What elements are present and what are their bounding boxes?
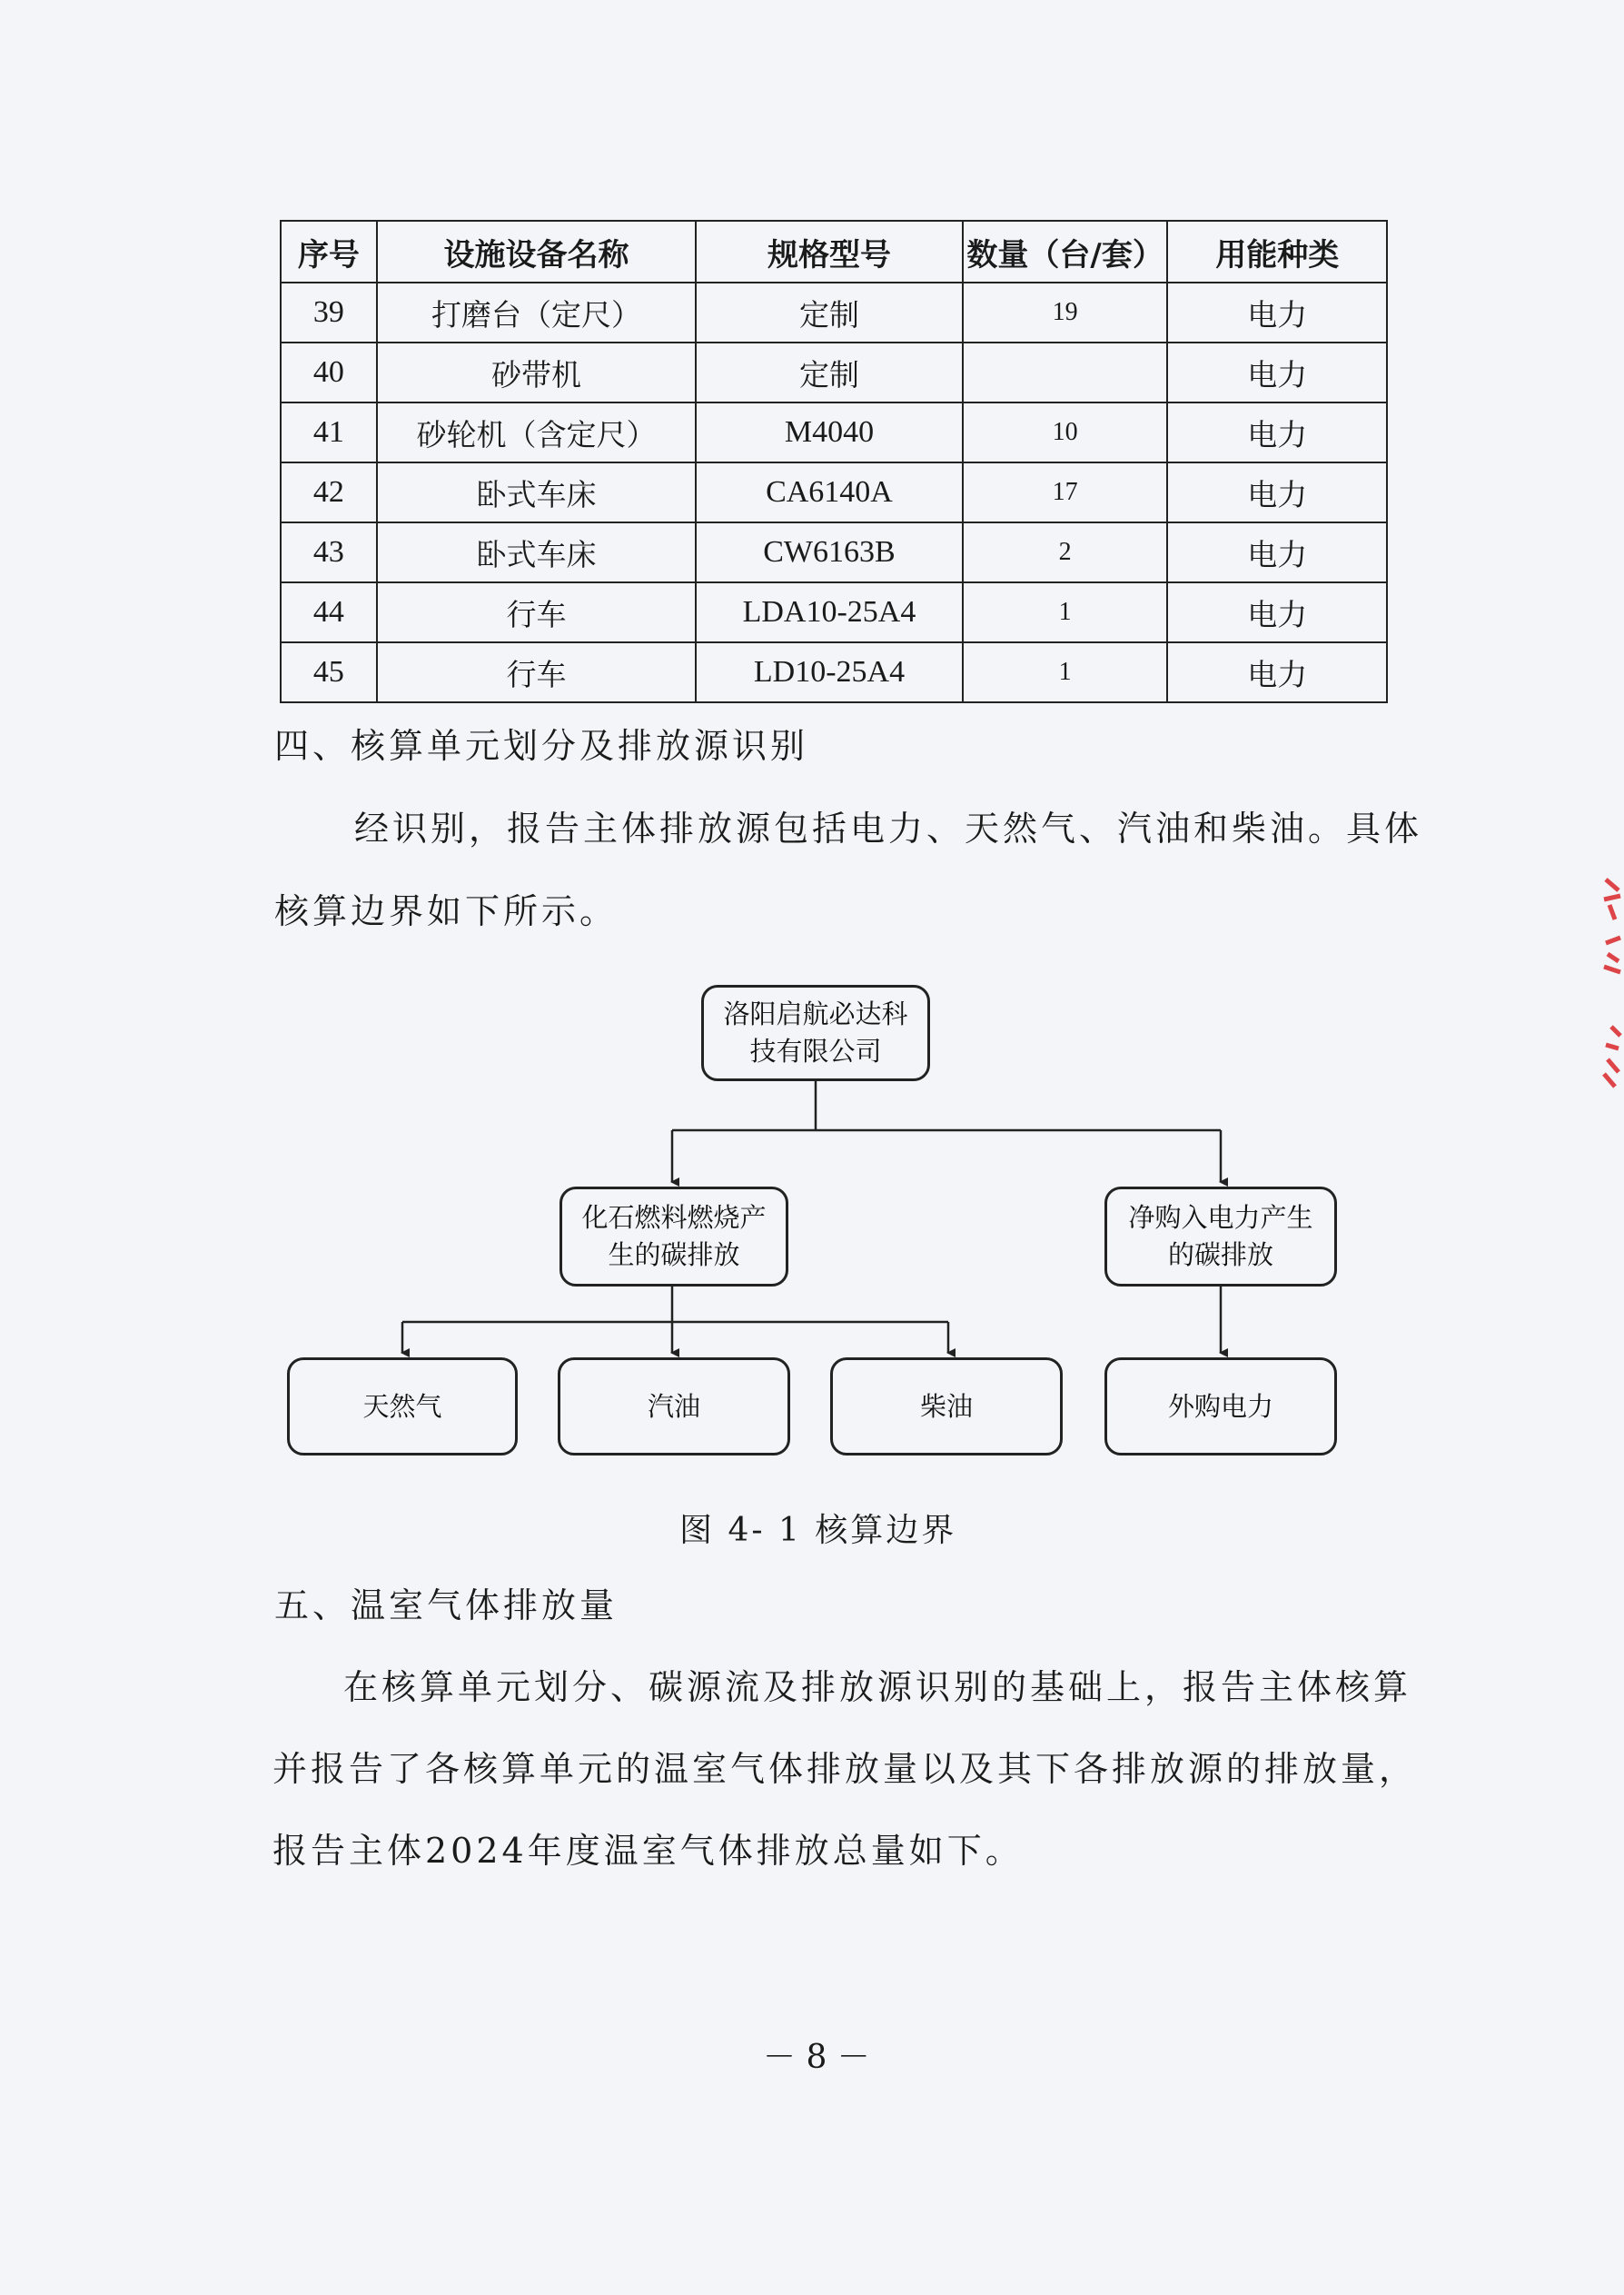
section-5-paragraph-line-1: 在核算单元划分、碳源流及排放源识别的基础上，报告主体核算 — [343, 1667, 1412, 1707]
electric-line-1: 净购入电力产生 — [1128, 1202, 1313, 1234]
gasoline-label: 汽油 — [647, 1390, 700, 1422]
section-4-heading: 四、核算单元划分及排放源识别 — [274, 726, 809, 766]
cell-model: M4040 — [696, 402, 963, 462]
fossil-line-1: 化石燃料燃烧产 — [581, 1202, 767, 1234]
cell-name: 打磨台（定尺） — [377, 283, 696, 343]
cell-energy: 电力 — [1167, 343, 1387, 402]
section-4-paragraph-line-1: 经识别，报告主体排放源包括电力、天然气、汽油和柴油。具体 — [354, 809, 1423, 849]
red-seal-fragment — [1579, 872, 1624, 1090]
page-number: － 8 － — [763, 2039, 870, 2076]
purchased-power-box — [1104, 1357, 1337, 1455]
header-model: 规格型号 — [696, 221, 963, 283]
section-4-paragraph-line-2: 核算边界如下所示。 — [274, 891, 619, 931]
cell-qty: 2 — [963, 522, 1168, 582]
cell-energy: 电力 — [1167, 642, 1387, 702]
header-energy: 用能种类 — [1167, 221, 1387, 283]
cell-no: 39 — [281, 283, 377, 343]
cell-no: 40 — [281, 343, 377, 402]
cell-qty: 10 — [963, 402, 1168, 462]
cell-name: 行车 — [377, 582, 696, 642]
purchased-power-label: 外购电力 — [1167, 1390, 1273, 1422]
cell-name: 卧式车床 — [377, 522, 696, 582]
cell-model: 定制 — [696, 343, 963, 402]
cell-no: 41 — [281, 402, 377, 462]
cell-model: CA6140A — [696, 462, 963, 522]
header-name: 设施设备名称 — [377, 221, 696, 283]
diesel-label: 柴油 — [919, 1390, 973, 1422]
gasoline-box — [558, 1357, 790, 1455]
section-5-heading: 五、温室气体排放量 — [274, 1585, 619, 1625]
cell-model: CW6163B — [696, 522, 963, 582]
purchased-electricity-box — [1104, 1187, 1337, 1287]
root-company-box — [701, 985, 930, 1081]
cell-name: 砂轮机（含定尺） — [377, 402, 696, 462]
cell-qty: 19 — [963, 283, 1168, 343]
cell-energy: 电力 — [1167, 462, 1387, 522]
cell-no: 45 — [281, 642, 377, 702]
cell-model: LD10-25A4 — [696, 642, 963, 702]
cell-energy: 电力 — [1167, 402, 1387, 462]
fossil-fuel-box — [559, 1187, 788, 1287]
cell-qty: 17 — [963, 462, 1168, 522]
natural-gas-label: 天然气 — [362, 1390, 442, 1422]
root-line-2: 技有限公司 — [749, 1036, 882, 1067]
cell-model: 定制 — [696, 283, 963, 343]
section-5-paragraph-line-2: 并报告了各核算单元的温室气体排放量以及其下各排放源的排放量， — [272, 1749, 1418, 1789]
figure-caption: 图 4- 1 核算边界 — [679, 1512, 957, 1549]
cell-name: 行车 — [377, 642, 696, 702]
header-no: 序号 — [281, 221, 377, 283]
electric-line-2: 的碳排放 — [1167, 1239, 1273, 1270]
cell-no: 42 — [281, 462, 377, 522]
cell-qty: 1 — [963, 582, 1168, 642]
cell-energy: 电力 — [1167, 582, 1387, 642]
diesel-box — [830, 1357, 1063, 1455]
cell-energy: 电力 — [1167, 283, 1387, 343]
fossil-line-2: 生的碳排放 — [608, 1239, 740, 1270]
cell-no: 43 — [281, 522, 377, 582]
cell-name: 砂带机 — [377, 343, 696, 402]
header-qty: 数量（台/套） — [963, 221, 1168, 283]
cell-energy: 电力 — [1167, 522, 1387, 582]
cell-model: LDA10-25A4 — [696, 582, 963, 642]
section-5-paragraph-line-3: 报告主体2024年度温室气体排放总量如下。 — [272, 1831, 1024, 1871]
cell-name: 卧式车床 — [377, 462, 696, 522]
cell-no: 44 — [281, 582, 377, 642]
root-line-1: 洛阳启航必达科 — [723, 998, 908, 1030]
cell-qty: 1 — [963, 642, 1168, 702]
natural-gas-box — [287, 1357, 518, 1455]
